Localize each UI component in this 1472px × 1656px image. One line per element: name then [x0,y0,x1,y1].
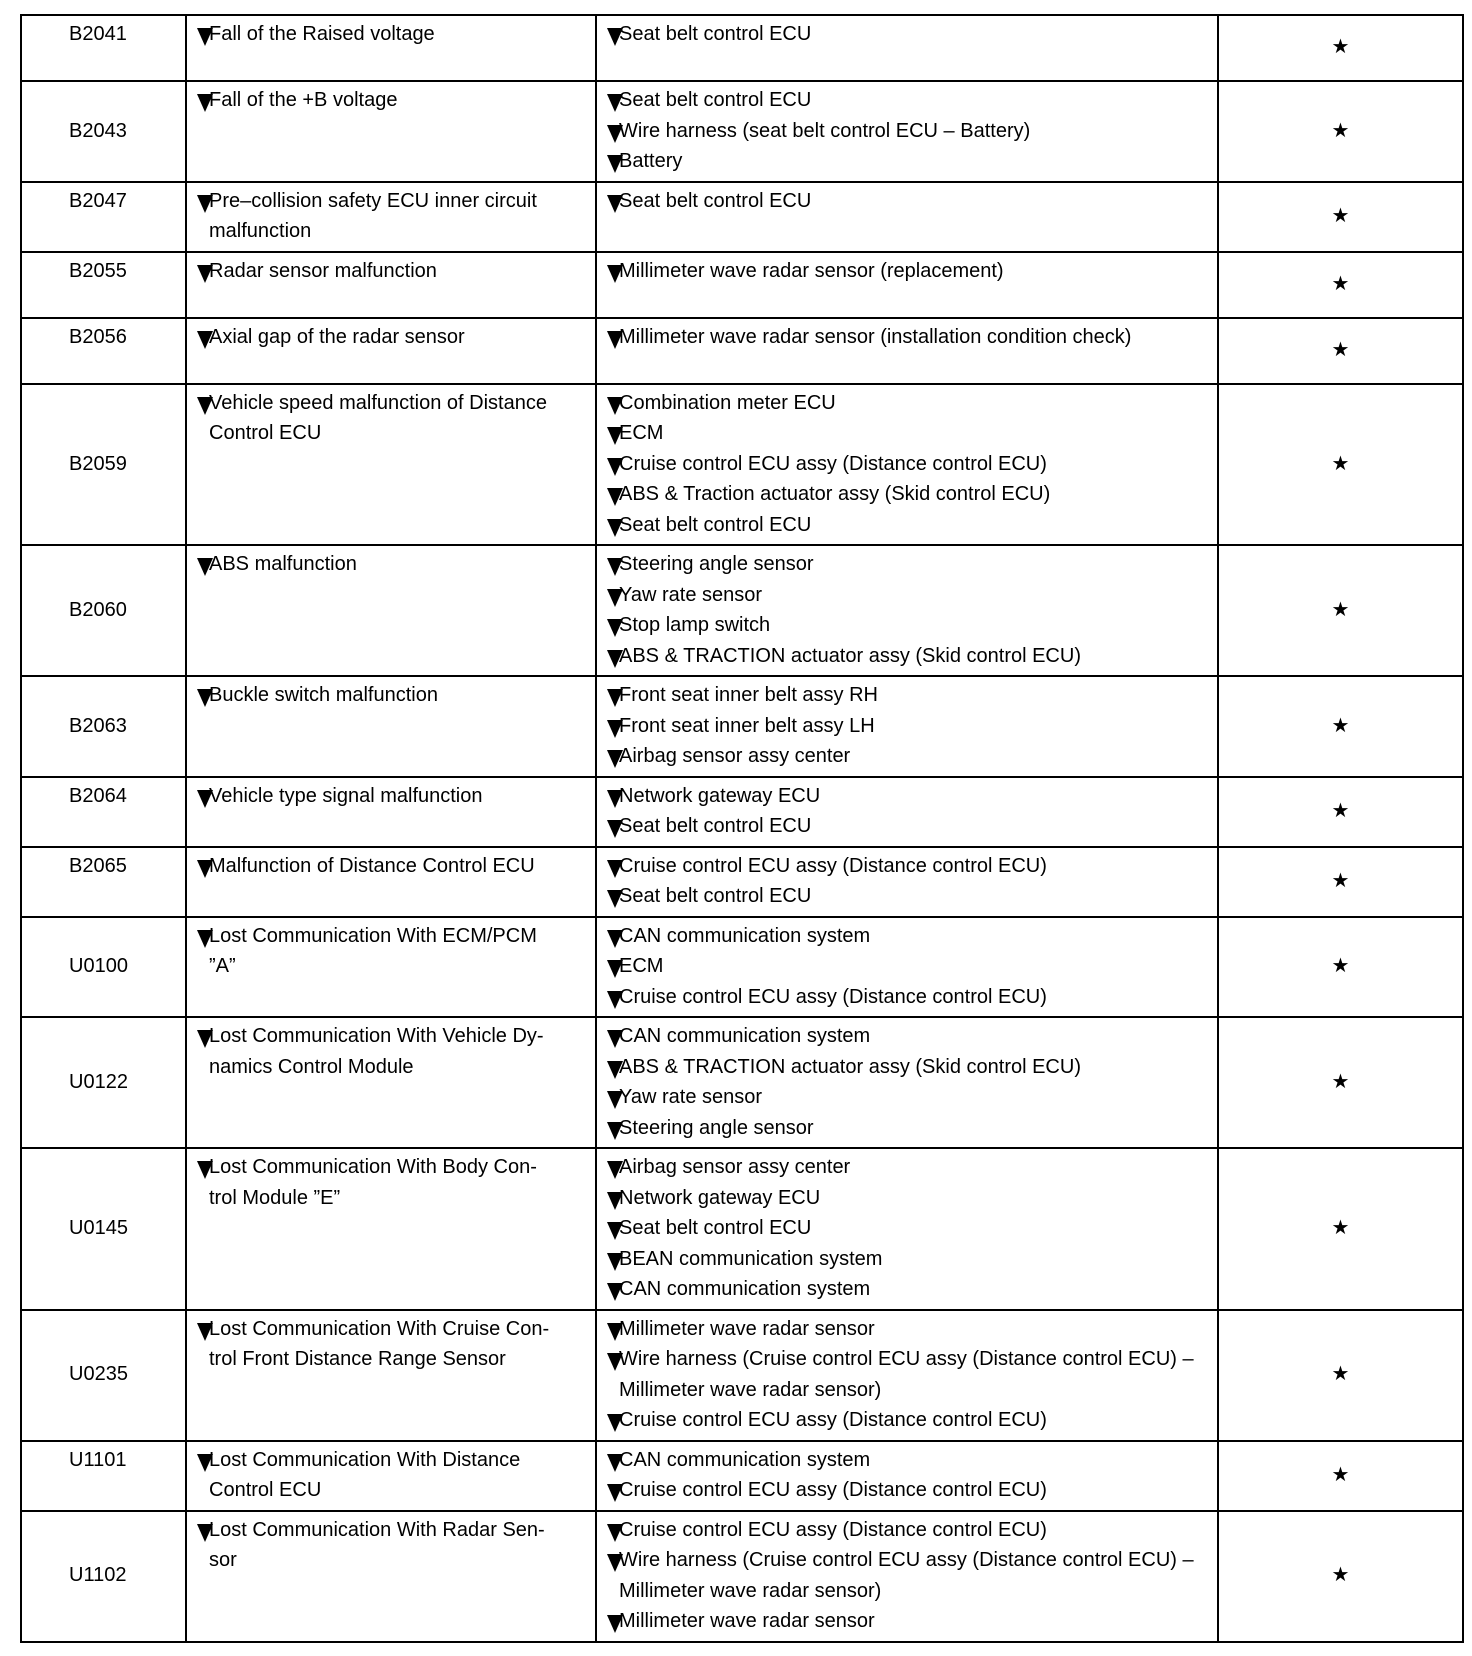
trouble-area-item [607,549,1211,580]
dtc-table [20,14,1464,1643]
dtc-code: U0235 [21,1310,186,1441]
dtc-code: U1102 [21,1511,186,1642]
trouble-area-text: Wire harness (Cruise control ECU assy (Distance control ECU) – Millimeter wave radar sensor) [619,1549,1200,1602]
detection-item-text: Malfunction of Distance Control ECU [209,854,535,877]
trouble-area-item [607,1314,1211,1345]
bullet-triangle-icon [607,1484,623,1502]
dtc-code: B2043 [21,81,186,182]
detection-item [197,1445,589,1506]
trouble-area-text: Wire harness (seat belt control ECU – Battery) [619,119,1031,142]
detection-item [197,1515,589,1576]
detection-item [197,322,589,353]
trouble-area-text: Front seat inner belt assy RH [619,684,878,706]
bullet-triangle-icon [197,790,213,808]
bullet-triangle-icon [607,1161,623,1179]
trouble-area-text: Steering angle sensor [619,1116,814,1139]
dtc-code: U0145 [21,1148,186,1310]
trouble-area-text: Seat belt control ECU [619,23,812,45]
detection-item-cell [186,1148,596,1310]
bullet-triangle-icon [607,1414,623,1432]
detection-item-cell [186,182,596,252]
table-row [21,777,1463,847]
trouble-area-text: CAN communication system [619,924,871,947]
trouble-area-item [607,680,1211,711]
table-row [21,917,1463,1018]
star-icon: ★ [1218,384,1463,546]
trouble-area-text: Cruise control ECU assy (Distance control ECU) [619,854,1047,877]
bullet-triangle-icon [197,558,213,576]
dtc-code: B2064 [21,777,186,847]
trouble-area-item [607,982,1211,1013]
trouble-area-item [607,85,1211,116]
bullet-triangle-icon [607,860,623,878]
table-row [21,1310,1463,1441]
bullet-triangle-icon [607,720,623,738]
trouble-area-text: Cruise control ECU assy (Distance control ECU) [619,1409,1047,1431]
trouble-area-item [607,19,1211,50]
dtc-code: B2055 [21,252,186,318]
trouble-area-item [607,1183,1211,1214]
bullet-triangle-icon [607,991,623,1009]
bullet-triangle-icon [197,1161,213,1179]
trouble-area-text: ECM [619,955,664,977]
trouble-area-text: BEAN communication system [619,1247,883,1270]
bullet-triangle-icon [607,1524,623,1542]
detection-item-text: Pre–collision safety ECU inner circuit malfunction [209,189,537,242]
bullet-triangle-icon [607,488,623,506]
trouble-area-text: Airbag sensor assy center [619,1156,851,1178]
trouble-area-text: Stop lamp switch [619,614,771,636]
trouble-area-cell [596,777,1218,847]
detection-item-cell [186,545,596,676]
dtc-code: U0122 [21,1017,186,1148]
trouble-area-item [607,1405,1211,1436]
trouble-area-item [607,851,1211,882]
bullet-triangle-icon [607,1192,623,1210]
trouble-area-text: Network gateway ECU [619,1186,821,1209]
detection-item-cell [186,1511,596,1642]
trouble-area-item [607,1545,1211,1606]
dtc-code: U1101 [21,1441,186,1511]
bullet-triangle-icon [607,397,623,415]
detection-item [197,549,589,580]
trouble-area-text: Millimeter wave radar sensor (installation condition check) [619,325,1132,348]
trouble-area-cell [596,182,1218,252]
trouble-area-item [607,146,1211,177]
star-icon: ★ [1218,545,1463,676]
detection-item-text: Vehicle type signal malfunction [209,784,483,807]
trouble-area-item [607,1344,1211,1405]
detection-item [197,921,589,982]
bullet-triangle-icon [607,650,623,668]
table-row [21,1511,1463,1642]
trouble-area-text: Seat belt control ECU [619,189,812,212]
table-row [21,1148,1463,1310]
trouble-area-text: Cruise control ECU assy (Distance control ECU) [619,1518,1047,1541]
bullet-triangle-icon [607,1091,623,1109]
bullet-triangle-icon [197,397,213,415]
bullet-triangle-icon [607,930,623,948]
trouble-area-item [607,1113,1211,1144]
trouble-area-cell [596,384,1218,546]
trouble-area-item [607,781,1211,812]
trouble-area-cell [596,1310,1218,1441]
bullet-triangle-icon [607,689,623,707]
trouble-area-text: ABS & TRACTION actuator assy (Skid control ECU) [619,1055,1081,1078]
star-icon: ★ [1218,847,1463,917]
trouble-area-item [607,186,1211,217]
trouble-area-text: CAN communication system [619,1448,871,1471]
trouble-area-text: Front seat inner belt assy LH [619,714,875,737]
trouble-area-cell [596,81,1218,182]
detection-item [197,781,589,812]
bullet-triangle-icon [607,790,623,808]
bullet-triangle-icon [607,960,623,978]
bullet-triangle-icon [197,930,213,948]
trouble-area-text: Cruise control ECU assy (Distance control ECU) [619,985,1047,1008]
detection-item-text: Vehicle speed malfunction of Distance Control ECU [209,391,547,444]
table-row [21,1017,1463,1148]
trouble-area-item [607,641,1211,672]
bullet-triangle-icon [197,1030,213,1048]
trouble-area-text: ABS & Traction actuator assy (Skid control ECU) [619,483,1051,505]
trouble-area-cell [596,917,1218,1018]
trouble-area-item [607,1274,1211,1305]
detection-item [197,1314,589,1375]
dtc-code: B2065 [21,847,186,917]
detection-item-text: Fall of the +B voltage [209,89,398,111]
bullet-triangle-icon [607,750,623,768]
bullet-triangle-icon [607,1353,623,1371]
trouble-area-item [607,116,1211,147]
bullet-triangle-icon [607,1253,623,1271]
bullet-triangle-icon [607,28,623,46]
detection-item [197,186,589,247]
trouble-area-item [607,418,1211,449]
dtc-code: B2041 [21,15,186,81]
bullet-triangle-icon [197,331,213,349]
trouble-area-text: Airbag sensor assy center [619,745,851,767]
trouble-area-item [607,1021,1211,1052]
detection-item [197,19,589,50]
bullet-triangle-icon [607,1323,623,1341]
detection-item [197,851,589,882]
detection-item-cell [186,1310,596,1441]
trouble-area-item [607,881,1211,912]
star-icon: ★ [1218,1310,1463,1441]
detection-item [197,1152,589,1213]
trouble-area-text: Seat belt control ECU [619,89,812,111]
bullet-triangle-icon [607,1061,623,1079]
trouble-area-item [607,1475,1211,1506]
trouble-area-cell [596,847,1218,917]
trouble-area-text: Seat belt control ECU [619,513,812,536]
trouble-area-text: Cruise control ECU assy (Distance control ECU) [619,452,1047,475]
trouble-area-item [607,1515,1211,1546]
trouble-area-text: Steering angle sensor [619,553,814,575]
trouble-area-item [607,322,1211,353]
star-icon: ★ [1218,917,1463,1018]
trouble-area-item [607,711,1211,742]
trouble-area-cell [596,1511,1218,1642]
trouble-area-item [607,449,1211,480]
bullet-triangle-icon [607,1030,623,1048]
bullet-triangle-icon [197,1454,213,1472]
bullet-triangle-icon [607,1283,623,1301]
trouble-area-text: Yaw rate sensor [619,1086,763,1108]
dtc-code: B2063 [21,676,186,777]
trouble-area-text: Combination meter ECU [619,391,836,414]
trouble-area-cell [596,252,1218,318]
table-row [21,252,1463,318]
trouble-area-text: Seat belt control ECU [619,815,812,837]
detection-item-text: Buckle switch malfunction [209,684,438,706]
detection-item-cell [186,318,596,384]
bullet-triangle-icon [607,519,623,537]
trouble-area-item [607,510,1211,541]
trouble-area-item [607,1606,1211,1637]
detection-item-text: Lost Communication With Distance Control ECU [209,1448,521,1501]
bullet-triangle-icon [607,331,623,349]
bullet-triangle-icon [607,820,623,838]
trouble-area-item [607,1244,1211,1275]
trouble-area-item [607,1213,1211,1244]
trouble-area-cell [596,1441,1218,1511]
trouble-area-text: CAN communication system [619,1025,871,1047]
trouble-area-item [607,921,1211,952]
bullet-triangle-icon [607,890,623,908]
bullet-triangle-icon [607,619,623,637]
trouble-area-text: Network gateway ECU [619,784,821,807]
star-icon: ★ [1218,777,1463,847]
trouble-area-text: Millimeter wave radar sensor (replacement) [619,259,1004,282]
bullet-triangle-icon [607,427,623,445]
detection-item [197,1021,589,1082]
trouble-area-text: CAN communication system [619,1278,871,1300]
table-row [21,182,1463,252]
trouble-area-item [607,479,1211,510]
detection-item [197,388,589,449]
bullet-triangle-icon [607,1615,623,1633]
trouble-area-text: ECM [619,422,664,444]
detection-item-text: Lost Communication With Body Con- trol Module ”E” [209,1156,537,1209]
table-row [21,81,1463,182]
trouble-area-item [607,610,1211,641]
bullet-triangle-icon [197,860,213,878]
star-icon: ★ [1218,81,1463,182]
trouble-area-cell [596,1017,1218,1148]
detection-item-cell [186,917,596,1018]
detection-item [197,256,589,287]
detection-item-text: Radar sensor malfunction [209,259,437,282]
bullet-triangle-icon [197,195,213,213]
detection-item-cell [186,81,596,182]
detection-item-text: ABS malfunction [209,553,357,575]
bullet-triangle-icon [197,94,213,112]
detection-item-cell [186,1441,596,1511]
trouble-area-text: Millimeter wave radar sensor [619,1317,875,1340]
detection-item-cell [186,15,596,81]
detection-item-text: Axial gap of the radar sensor [209,325,465,348]
detection-item-cell [186,676,596,777]
detection-item-text: Lost Communication With Vehicle Dy- namics Control Module [209,1025,544,1078]
dtc-code: B2060 [21,545,186,676]
trouble-area-cell [596,676,1218,777]
trouble-area-text: ABS & TRACTION actuator assy (Skid control ECU) [619,644,1081,667]
trouble-area-text: Battery [619,150,683,172]
star-icon: ★ [1218,1511,1463,1642]
detection-item-text: Lost Communication With ECM/PCM ”A” [209,924,537,977]
table-row [21,847,1463,917]
trouble-area-item [607,1052,1211,1083]
bullet-triangle-icon [607,195,623,213]
bullet-triangle-icon [607,1454,623,1472]
trouble-area-item [607,1152,1211,1183]
detection-item [197,680,589,711]
table-row [21,545,1463,676]
trouble-area-text: Yaw rate sensor [619,583,763,606]
bullet-triangle-icon [607,94,623,112]
bullet-triangle-icon [607,125,623,143]
detection-item [197,85,589,116]
trouble-area-item [607,1445,1211,1476]
bullet-triangle-icon [197,265,213,283]
bullet-triangle-icon [607,589,623,607]
star-icon: ★ [1218,1017,1463,1148]
star-icon: ★ [1218,182,1463,252]
dtc-table-body [21,15,1463,1642]
trouble-area-item [607,256,1211,287]
detection-item-cell [186,252,596,318]
table-row [21,676,1463,777]
table-row [21,318,1463,384]
trouble-area-item [607,388,1211,419]
trouble-area-item [607,741,1211,772]
star-icon: ★ [1218,318,1463,384]
trouble-area-text: Seat belt control ECU [619,885,812,907]
bullet-triangle-icon [607,265,623,283]
star-icon: ★ [1218,1441,1463,1511]
bullet-triangle-icon [197,689,213,707]
bullet-triangle-icon [197,1323,213,1341]
star-icon: ★ [1218,15,1463,81]
table-row [21,15,1463,81]
bullet-triangle-icon [607,1554,623,1572]
trouble-area-item [607,1082,1211,1113]
trouble-area-item [607,951,1211,982]
bullet-triangle-icon [607,155,623,173]
table-row [21,1441,1463,1511]
dtc-code: B2047 [21,182,186,252]
star-icon: ★ [1218,252,1463,318]
bullet-triangle-icon [197,1524,213,1542]
trouble-area-cell [596,15,1218,81]
star-icon: ★ [1218,1148,1463,1310]
trouble-area-item [607,811,1211,842]
table-row [21,384,1463,546]
bullet-triangle-icon [607,458,623,476]
dtc-code: U0100 [21,917,186,1018]
trouble-area-text: Seat belt control ECU [619,1217,812,1239]
dtc-code: B2059 [21,384,186,546]
trouble-area-cell [596,1148,1218,1310]
trouble-area-text: Millimeter wave radar sensor [619,1610,875,1632]
trouble-area-cell [596,545,1218,676]
detection-item-cell [186,847,596,917]
bullet-triangle-icon [607,558,623,576]
bullet-triangle-icon [607,1222,623,1240]
detection-item-text: Lost Communication With Radar Sen- sor [209,1518,545,1571]
trouble-area-cell [596,318,1218,384]
detection-item-text: Lost Communication With Cruise Con- trol Front Distance Range Sensor [209,1317,550,1370]
trouble-area-item [607,580,1211,611]
detection-item-cell [186,384,596,546]
trouble-area-text: Cruise control ECU assy (Distance control ECU) [619,1479,1047,1501]
detection-item-text: Fall of the Raised voltage [209,23,435,45]
trouble-area-text: Wire harness (Cruise control ECU assy (Distance control ECU) – Millimeter wave radar sensor) [619,1348,1200,1401]
bullet-triangle-icon [607,1122,623,1140]
dtc-code: B2056 [21,318,186,384]
detection-item-cell [186,1017,596,1148]
star-icon: ★ [1218,676,1463,777]
bullet-triangle-icon [197,28,213,46]
detection-item-cell [186,777,596,847]
